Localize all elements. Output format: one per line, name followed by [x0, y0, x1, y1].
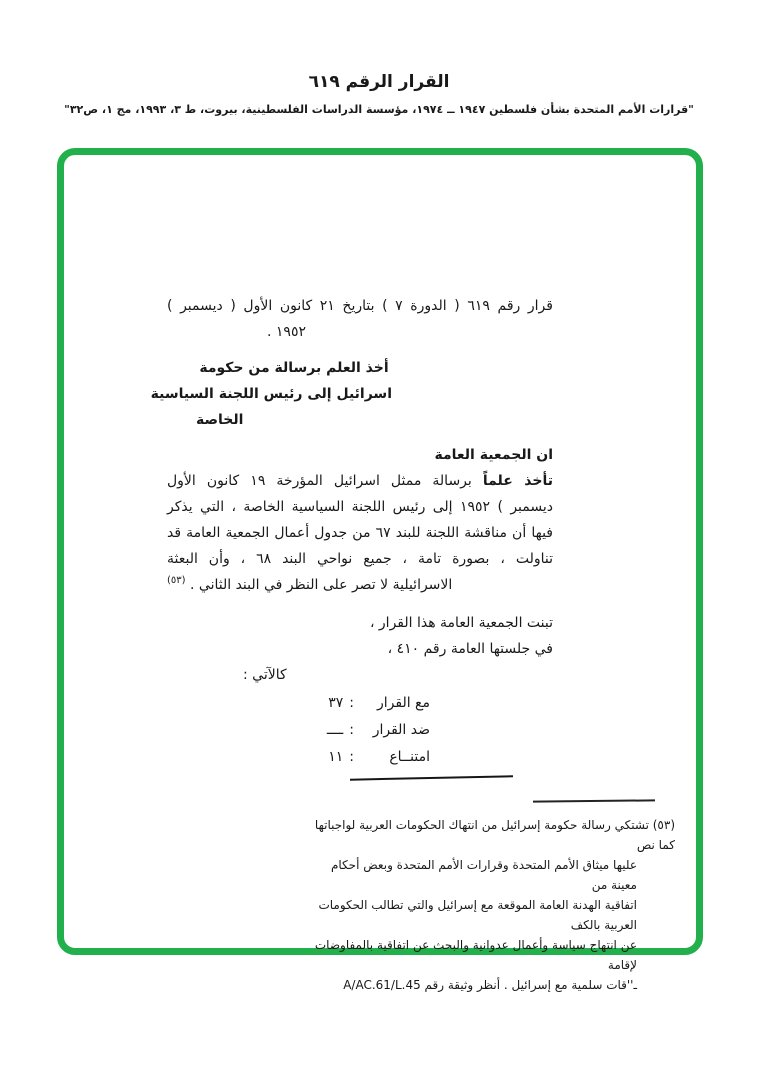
body-line-1	[167, 468, 553, 494]
citation-line: "قرارات الأمم المتحدة بشأن فلسطين ١٩٤٧ ــ ١٩٧٤، مؤسسة الدراسات الفلسطينية، بيروت، ط ٣، ١٩٩٣، مج ١، ص٣٢"	[64, 103, 694, 116]
vote-row-for	[280, 690, 430, 717]
body-line-2: ديسمبر ) ١٩٥٢ إلى رئيس اللجنة السياسية الخاصة ، التي يذكر	[167, 499, 553, 515]
resolution-text-column	[150, 293, 553, 779]
preamble-line: ان الجمعية العامة	[434, 447, 553, 463]
adoption-line-2: في جلستها العامة رقم ٤١٠ ،	[387, 641, 553, 657]
votes-list	[280, 690, 430, 771]
resolution-heading	[150, 355, 392, 433]
body-line-3: فيها أن مناقشة اللجنة للبند ٦٧ من جدول أعمال الجمعية العامة قد	[167, 525, 553, 541]
adoption-line-1: تبنت الجمعية العامة هذا القرار ،	[369, 615, 553, 631]
vote-label: مع القرار	[376, 695, 430, 711]
intro-line-2: ١٩٥٢ .	[267, 324, 306, 340]
vote-colon: :	[349, 695, 354, 711]
body-paragraph	[167, 468, 553, 598]
vote-label: امتنــاع	[389, 749, 430, 765]
adoption-paragraph	[167, 610, 553, 688]
footnote-line-2: عليها ميثاق الأمم المتحدة وقرارات الأمم المتحدة وبعض أحكام معينة من	[330, 858, 637, 892]
vote-colon: :	[349, 749, 354, 765]
body-line-5-text: الاسرائيلية لا تصر على النظر في البند الثاني .	[190, 577, 453, 593]
vote-label: ضد القرار	[372, 722, 430, 738]
vote-row-against	[280, 717, 430, 744]
footnote-ref-superscript: (٥٣)	[167, 575, 186, 586]
intro-line-1: قرار رقم ٦١٩ ( الدورة ٧ ) بتاريخ ٢١ كانون الأول ( ديسمبر )	[167, 298, 553, 314]
end-rule	[350, 775, 513, 780]
body-line-1-rest: برسالة ممثل اسرائيل المؤرخة ١٩ كانون الأول	[167, 473, 483, 489]
vote-colon: :	[349, 722, 354, 738]
heading-line-2: اسرائيل إلى رئيس اللجنة السياسية	[150, 386, 392, 402]
document-frame	[57, 148, 703, 992]
vote-value: ١١	[328, 749, 344, 765]
footnote-separator-rule	[533, 799, 655, 802]
footnote-line-1: (٥٣) تشتكي رسالة حكومة إسرائيل من انتهاك الحكومات العربية لواجباتها كما نص	[314, 818, 675, 852]
adoption-line-3: كالآتي :	[243, 667, 287, 683]
vote-value: ٣٧	[328, 695, 344, 711]
body-line-5	[167, 572, 553, 598]
footnote-line-3: اتفاقية الهدنة العامة الموقعة مع إسرائيل والتي تطالب الحكومات العربية بالكف	[318, 898, 637, 932]
resolution-title: القرار الرقم ٦١٩	[308, 72, 450, 92]
footnote-line-4: عن انتهاج سياسة وأعمال عدوانية والبحث عن اتفاقية بالمفاوضات لإقامة	[314, 938, 637, 972]
heading-line-3: الخاصة	[196, 412, 244, 428]
footnote-line-5: ـ''قات سلمية مع إسرائيل . أنظر وثيقة رقم A/AC.61/L.45	[343, 978, 637, 992]
body-lead-bold: تأخذ علماً	[482, 473, 553, 489]
heading-line-1: أخذ العلم برسالة من حكومة	[199, 360, 389, 376]
body-line-4: تناولت ، بصورة تامة ، جميع نواحي البند ٦٨ ، وأن البعثة	[167, 551, 553, 567]
footnote-block	[303, 800, 675, 995]
vote-row-abstain	[280, 744, 430, 771]
vote-value: ــــ	[326, 722, 344, 738]
